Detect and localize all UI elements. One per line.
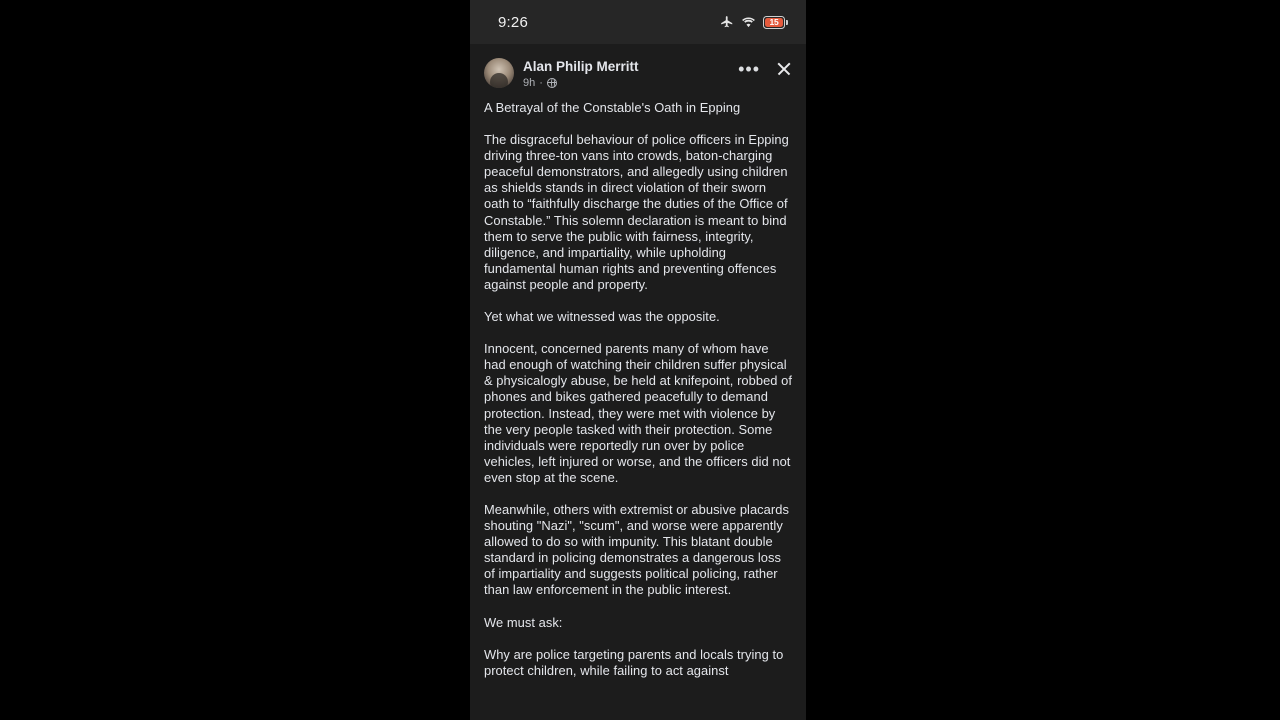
more-options-icon[interactable]: ••• [738,59,760,79]
battery-level-label: 15 [769,17,779,27]
wifi-icon [741,16,756,28]
post-author-block [523,58,729,89]
post-header-actions [738,58,792,77]
post-submeta [523,77,729,89]
status-icon-group [720,15,788,29]
close-icon[interactable] [776,61,792,77]
post-paragraph: Yet what we witnessed was the opposite. [484,309,720,325]
status-bar [470,0,806,44]
post-paragraph: Why are police targeting parents and locals trying to protect children, while failing to act against [484,646,784,678]
post-paragraph: Innocent, concerned parents many of whom have had enough of watching their children suffer physical & physicalogly abuse, be held at knifepoint, robbed of phones and bikes gathered peacefully to demand protection. Instead, they were met with violence by the very people tasked with their protection. Some individuals were reportedly run over by police vehicles, left injured or worse, and the officers did not even stop at the scene. [484,341,792,485]
post-paragraph: We must ask: [484,614,563,630]
post-paragraph: Meanwhile, others with extremist or abusive placards shouting "Nazi", "scum", and worse were apparently allowed to do so with impunity. This blatant double standard in policing demonstrates a dangerous loss of impartiality and suggests political policing, rather than law enforcement in the public interest. [484,501,789,598]
globe-icon [547,78,557,88]
post-author-name[interactable]: Alan Philip Merritt [523,59,639,74]
avatar[interactable] [484,58,514,88]
post-title: A Betrayal of the Constable's Oath in Epping [484,100,741,115]
post-container [470,44,806,679]
status-time: 9:26 [498,13,528,31]
battery-icon [763,16,788,29]
phone-viewport [470,0,806,720]
airplane-mode-icon [720,15,734,29]
meta-separator: · [539,77,543,89]
post-timestamp: 9h [523,77,536,89]
post-body [484,100,792,679]
post-header [484,54,792,89]
post-paragraph: The disgraceful behaviour of police officers in Epping driving three-ton vans into crowds, baton-charging peaceful demonstrators, and allegedly using children as shields stands in direct violation of their sworn oath to “faithfully discharge the duties of the Office of Constable.” This solemn declaration is meant to bind them to serve the public with fairness, integrity, diligence, and impartiality, while upholding fundamental human rights and preventing offences against people and property. [484,132,789,292]
